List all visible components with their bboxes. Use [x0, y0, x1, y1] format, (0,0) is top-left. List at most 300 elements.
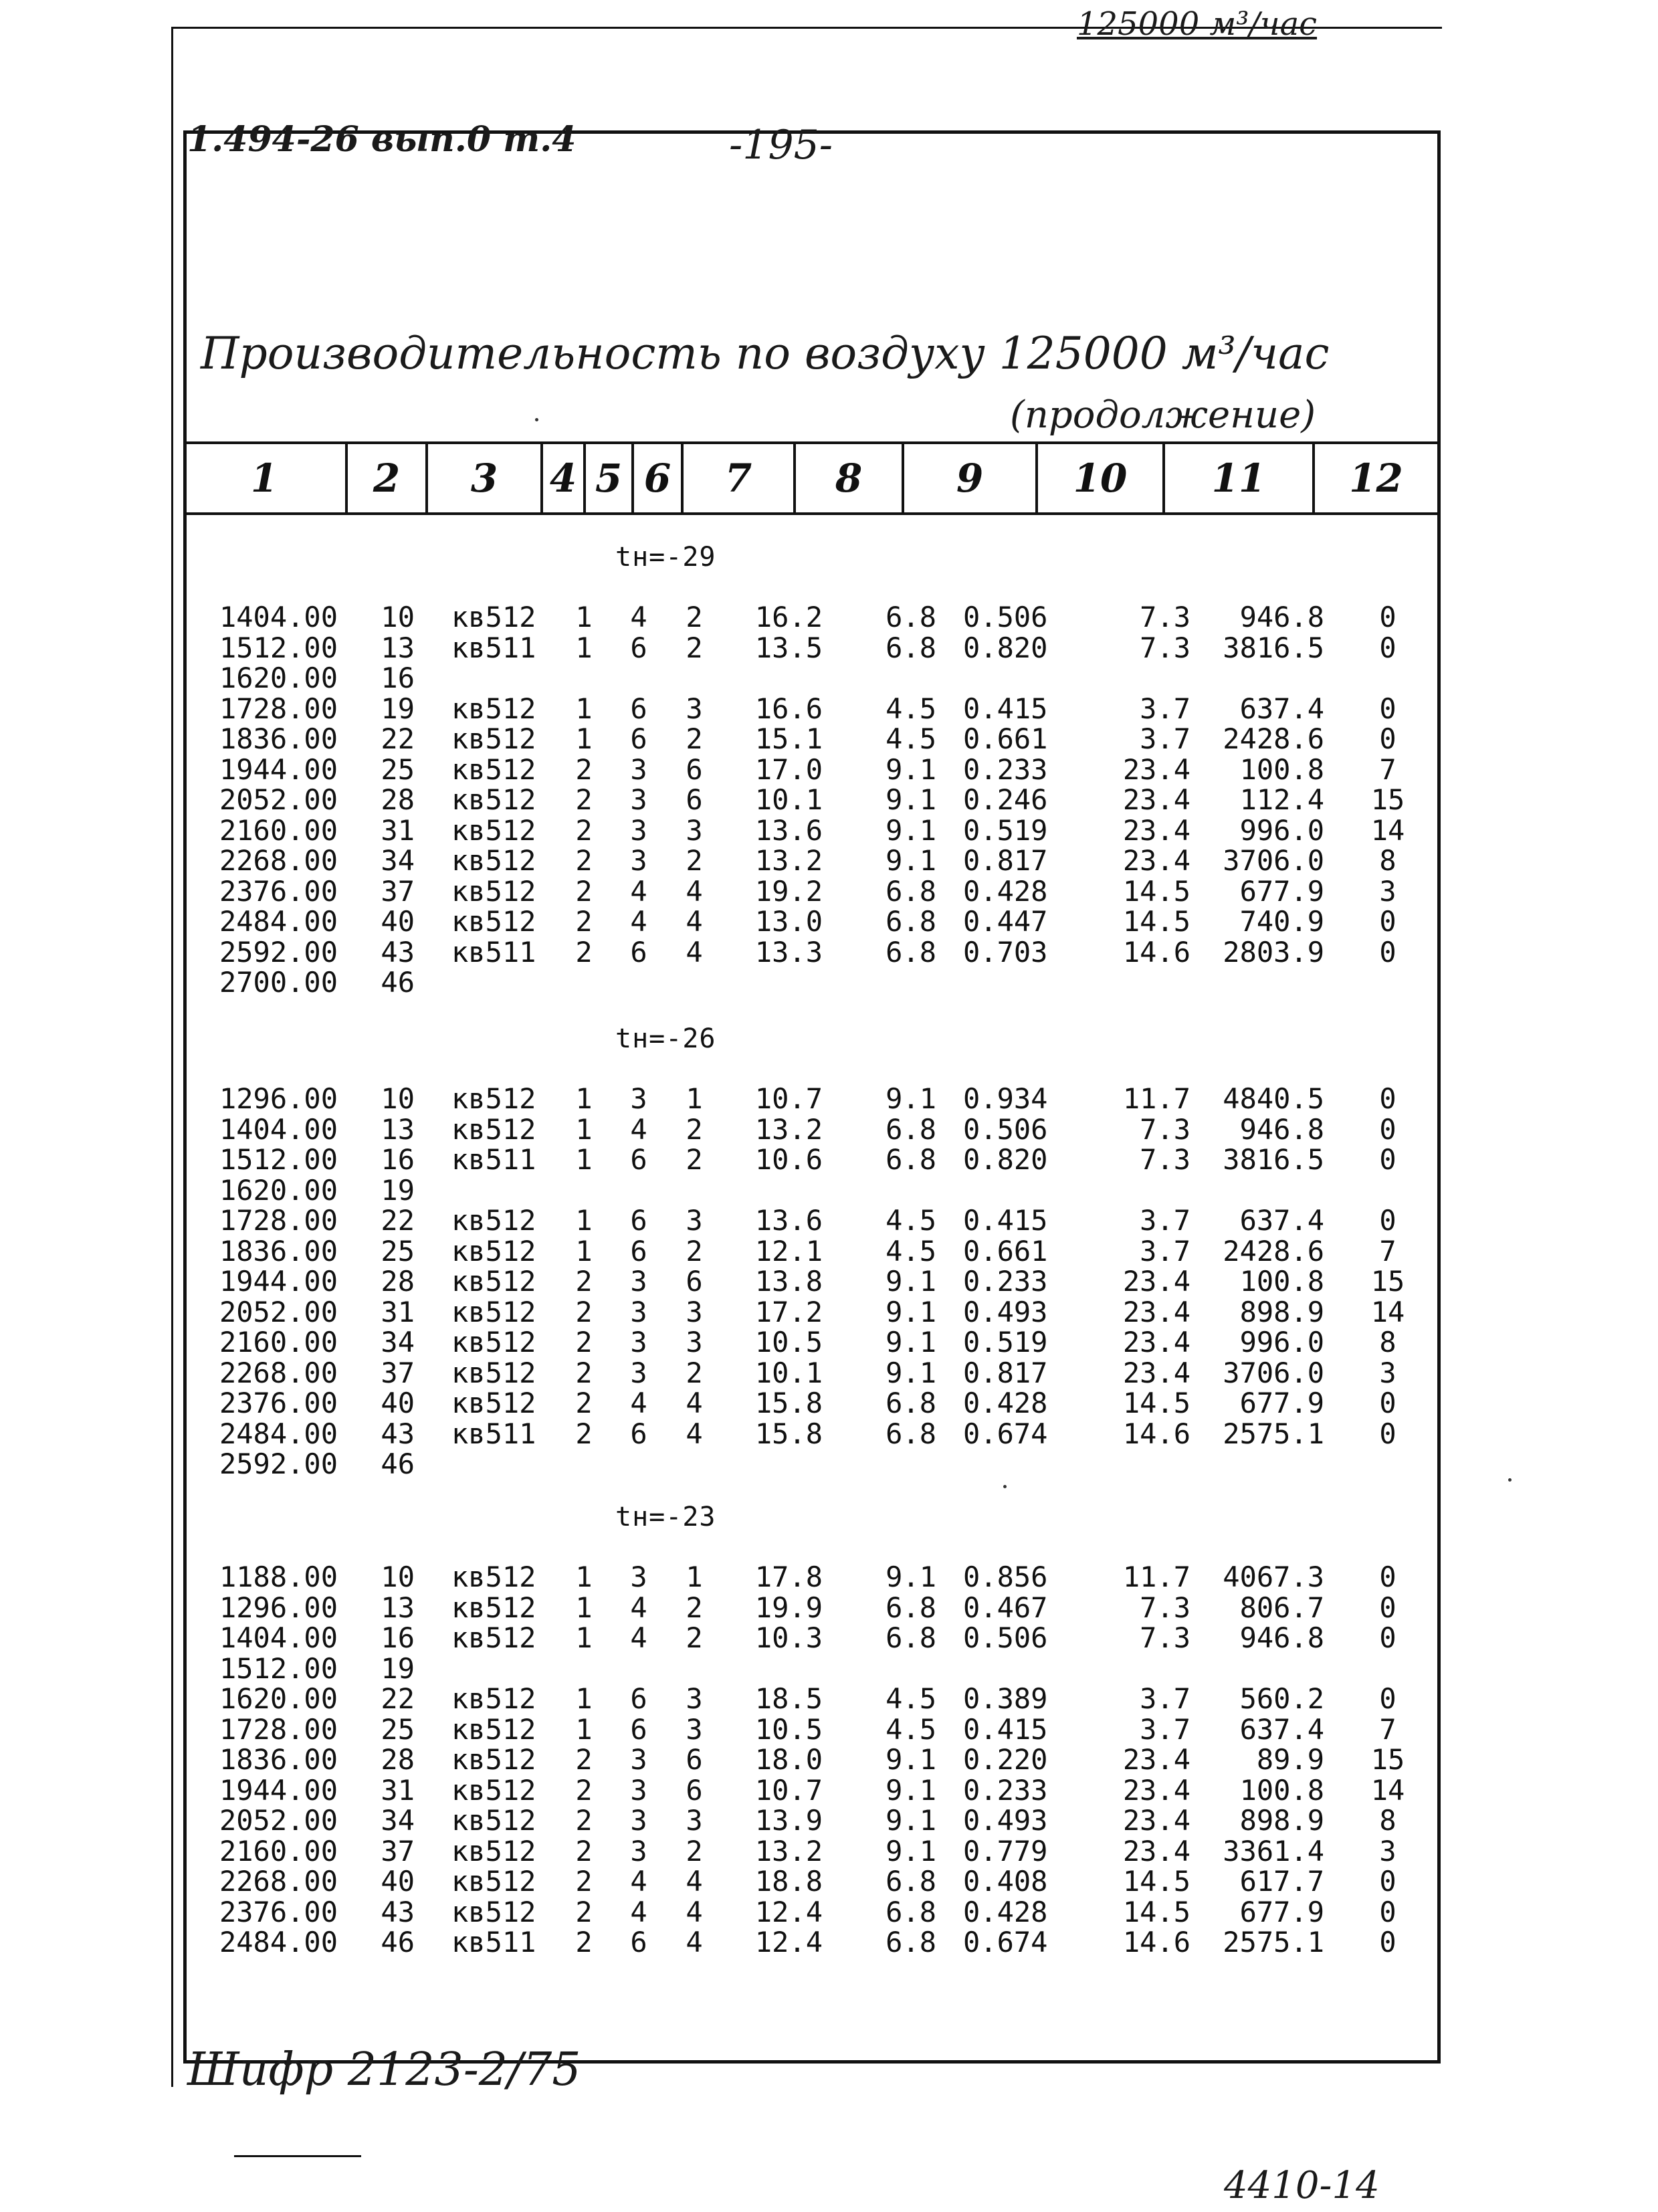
cell-col-12: 0 [1379, 601, 1396, 633]
cell-col-6: 1 [686, 1082, 703, 1115]
cell-col-11: 100.8 [1239, 752, 1324, 786]
cell-col-9: 0.447 [963, 905, 1048, 938]
cell-col-10: 14.5 [1122, 1387, 1190, 1419]
cell-col-3: кв511 [451, 1143, 536, 1176]
cell-col-7: 18.8 [754, 1865, 823, 1898]
cell-col-5: 3 [630, 752, 647, 786]
cell-col-11: 898.9 [1239, 1295, 1324, 1328]
cell-col-3: кв512 [451, 601, 536, 633]
cell-col-8: 6.8 [886, 1865, 936, 1898]
cell-col-2: 25 [381, 752, 415, 786]
cell-col-10: 7.3 [1140, 1143, 1190, 1176]
cell-col-11: 4067.3 [1223, 1561, 1324, 1593]
cell-col-4: 2 [575, 752, 593, 786]
cell-col-3: кв512 [451, 752, 536, 786]
cell-col-5: 3 [630, 1804, 647, 1837]
cell-col-12: 14 [1370, 1773, 1405, 1807]
table-row [0, 1895, 1658, 1928]
cell-col-1: 2484.00 [219, 905, 338, 938]
cell-col-9: 0.220 [963, 1743, 1048, 1776]
col-header-11: 11 [1162, 444, 1312, 512]
cell-col-1: 1836.00 [219, 722, 338, 755]
cell-col-2: 16 [381, 1143, 415, 1176]
cell-col-2: 10 [381, 1561, 415, 1593]
cell-col-2: 22 [381, 722, 415, 755]
cell-col-8: 9.1 [886, 1743, 936, 1776]
cell-col-12: 3 [1379, 874, 1396, 908]
cell-col-10: 14.5 [1122, 874, 1190, 908]
cell-col-3: кв512 [451, 1234, 536, 1268]
cell-col-2: 13 [381, 1112, 415, 1146]
cell-col-11: 617.7 [1239, 1865, 1324, 1898]
cell-col-1: 2700.00 [219, 966, 338, 999]
cell-col-1: 1728.00 [219, 692, 338, 725]
cell-col-4: 2 [575, 1265, 593, 1298]
column-header-row [183, 441, 1441, 515]
cell-col-11: 2803.9 [1223, 935, 1324, 969]
cell-col-8: 6.8 [886, 874, 936, 908]
cell-col-12: 0 [1379, 1865, 1396, 1898]
cell-col-5: 3 [630, 1743, 647, 1776]
cell-col-4: 1 [575, 722, 593, 755]
cell-col-10: 23.4 [1122, 783, 1190, 816]
cell-col-5: 6 [630, 1926, 647, 1958]
cell-col-10: 3.7 [1140, 692, 1190, 725]
cell-col-10: 23.4 [1122, 752, 1190, 786]
table-row [0, 1447, 1658, 1480]
cell-col-6: 4 [686, 1387, 703, 1419]
cell-col-7: 12.1 [754, 1234, 823, 1268]
cell-col-8: 6.8 [886, 1621, 936, 1654]
cell-col-9: 0.674 [963, 1926, 1048, 1958]
cell-col-1: 2484.00 [219, 1926, 338, 1958]
cell-col-10: 3.7 [1140, 1204, 1190, 1237]
cell-col-12: 0 [1379, 631, 1396, 664]
cell-col-11: 100.8 [1239, 1773, 1324, 1807]
cell-col-6: 6 [686, 1265, 703, 1298]
table-row [0, 1204, 1658, 1237]
col-header-5: 5 [583, 444, 631, 512]
cell-col-3: кв512 [451, 1561, 536, 1593]
cell-col-3: кв512 [451, 1204, 536, 1237]
col-header-12: 12 [1312, 444, 1437, 512]
cell-col-11: 637.4 [1239, 692, 1324, 725]
section-title: tн=-26 [615, 1023, 716, 1054]
cell-col-8: 9.1 [886, 1295, 936, 1328]
cell-col-8: 6.8 [886, 1112, 936, 1146]
cell-col-2: 28 [381, 783, 415, 816]
cell-col-6: 2 [686, 1621, 703, 1654]
cell-col-1: 2484.00 [219, 1417, 338, 1450]
cell-col-12: 0 [1379, 1926, 1396, 1958]
cell-col-11: 996.0 [1239, 813, 1324, 847]
cell-col-11: 3816.5 [1223, 1143, 1324, 1176]
cell-col-8: 4.5 [886, 1682, 936, 1715]
col-header-9: 9 [902, 444, 1035, 512]
col-header-4: 4 [540, 444, 583, 512]
cell-col-3: кв512 [451, 844, 536, 877]
table-row [0, 1563, 1658, 1591]
cell-col-7: 10.7 [754, 1773, 823, 1807]
col-header-1: 1 [250, 456, 278, 501]
col-header-7: 7 [681, 444, 793, 512]
cell-col-4: 2 [575, 1417, 593, 1450]
cell-col-2: 37 [381, 874, 415, 908]
cell-col-10: 23.4 [1122, 1326, 1190, 1359]
cell-col-2: 25 [381, 1234, 415, 1268]
cell-col-10: 14.5 [1122, 1865, 1190, 1898]
cell-col-11: 946.8 [1239, 601, 1324, 633]
cell-col-11: 740.9 [1239, 905, 1324, 938]
cell-col-12: 0 [1379, 1682, 1396, 1715]
cell-col-6: 6 [686, 783, 703, 816]
table-row [0, 1082, 1658, 1115]
table-row [0, 935, 1658, 969]
table-row [0, 844, 1658, 877]
table-row [0, 1326, 1658, 1359]
cell-col-4: 1 [575, 601, 593, 633]
cell-col-9: 0.506 [963, 601, 1048, 633]
cell-col-6: 2 [686, 1143, 703, 1176]
cell-col-3: кв512 [451, 1712, 536, 1746]
cell-col-7: 13.9 [754, 1804, 823, 1837]
cell-col-4: 1 [575, 1591, 593, 1624]
cell-col-10: 23.4 [1122, 1834, 1190, 1868]
cell-col-11: 806.7 [1239, 1591, 1324, 1624]
cell-col-4: 2 [575, 1804, 593, 1837]
table-row [0, 813, 1658, 847]
table-row [0, 1928, 1658, 1956]
cell-col-11: 898.9 [1239, 1804, 1324, 1837]
cell-col-1: 1404.00 [219, 1621, 338, 1654]
cell-col-8: 4.5 [886, 1234, 936, 1268]
cell-col-10: 23.4 [1122, 1773, 1190, 1807]
cell-col-8: 9.1 [886, 1834, 936, 1868]
cell-col-11: 3816.5 [1223, 631, 1324, 664]
cell-col-3: кв512 [451, 1621, 536, 1654]
cell-col-6: 4 [686, 935, 703, 969]
cell-col-12: 0 [1379, 1561, 1396, 1593]
cell-col-9: 0.674 [963, 1417, 1048, 1450]
cell-col-3: кв512 [451, 1082, 536, 1115]
cell-col-8: 6.8 [886, 601, 936, 633]
table-row [0, 1417, 1658, 1450]
cell-col-12: 0 [1379, 692, 1396, 725]
cell-col-1: 1512.00 [219, 1143, 338, 1176]
cell-col-11: 677.9 [1239, 1387, 1324, 1419]
cell-col-12: 15 [1370, 783, 1405, 816]
cell-col-7: 13.6 [754, 813, 823, 847]
cell-col-5: 3 [630, 1082, 647, 1115]
cell-col-5: 4 [630, 1895, 647, 1928]
cell-col-4: 1 [575, 692, 593, 725]
cell-col-1: 2268.00 [219, 844, 338, 877]
section-title: tн=-29 [615, 542, 716, 573]
cell-col-3: кв512 [451, 1865, 536, 1898]
cell-col-6: 2 [686, 601, 703, 633]
cell-col-6: 3 [686, 1204, 703, 1237]
cell-col-4: 2 [575, 1387, 593, 1419]
cell-col-6: 3 [686, 1804, 703, 1837]
table-row [0, 1265, 1658, 1298]
cell-col-6: 6 [686, 752, 703, 786]
cell-col-10: 7.3 [1140, 631, 1190, 664]
cell-col-9: 0.703 [963, 935, 1048, 969]
cell-col-2: 16 [381, 662, 415, 694]
cell-col-6: 4 [686, 1865, 703, 1898]
cell-col-1: 2160.00 [219, 1326, 338, 1359]
cell-col-1: 2160.00 [219, 813, 338, 847]
cell-col-9: 0.506 [963, 1112, 1048, 1146]
cell-col-3: кв512 [451, 692, 536, 725]
cell-col-8: 9.1 [886, 844, 936, 877]
cell-col-9: 0.467 [963, 1591, 1048, 1624]
cell-col-7: 19.2 [754, 874, 823, 908]
cell-col-3: кв511 [451, 1417, 536, 1450]
cell-col-8: 6.8 [886, 1143, 936, 1176]
cell-col-3: кв512 [451, 783, 536, 816]
cell-col-1: 1620.00 [219, 1682, 338, 1715]
cell-col-2: 28 [381, 1743, 415, 1776]
cell-col-12: 0 [1379, 1082, 1396, 1115]
cell-col-7: 16.2 [754, 601, 823, 633]
cell-col-1: 2376.00 [219, 1895, 338, 1928]
cell-col-11: 3706.0 [1223, 844, 1324, 877]
cell-col-10: 11.7 [1122, 1082, 1190, 1115]
cell-col-11: 637.4 [1239, 1204, 1324, 1237]
cell-col-12: 14 [1370, 813, 1405, 847]
cell-col-3: кв511 [451, 935, 536, 969]
cell-col-8: 6.8 [886, 631, 936, 664]
cell-col-1: 2592.00 [219, 935, 338, 969]
cell-col-3: кв512 [451, 722, 536, 755]
cell-col-8: 9.1 [886, 1326, 936, 1359]
cell-col-10: 23.4 [1122, 1356, 1190, 1389]
cell-col-10: 7.3 [1140, 1591, 1190, 1624]
cell-col-1: 1404.00 [219, 1112, 338, 1146]
cell-col-1: 1620.00 [219, 662, 338, 694]
table-row [0, 1356, 1658, 1389]
table-row [0, 1143, 1658, 1176]
cell-col-4: 2 [575, 813, 593, 847]
cell-col-7: 10.1 [754, 1356, 823, 1389]
cell-col-5: 3 [630, 1834, 647, 1868]
table-row [0, 1682, 1658, 1715]
cell-col-10: 14.5 [1122, 1895, 1190, 1928]
cell-col-2: 34 [381, 844, 415, 877]
cell-col-1: 2052.00 [219, 783, 338, 816]
cell-col-2: 19 [381, 692, 415, 725]
cell-col-2: 43 [381, 935, 415, 969]
cell-col-9: 0.934 [963, 1082, 1048, 1115]
cell-col-2: 46 [381, 1447, 415, 1480]
cell-col-11: 560.2 [1239, 1682, 1324, 1715]
cell-col-10: 23.4 [1122, 1804, 1190, 1837]
footer-code: Шифр 2123-2/75 [187, 2043, 581, 2096]
top-note: 125000 м³/час [1077, 5, 1318, 43]
cell-col-3: кв512 [451, 1112, 536, 1146]
cell-col-3: кв512 [451, 1591, 536, 1624]
cell-col-7: 15.8 [754, 1417, 823, 1450]
cell-col-3: кв512 [451, 1804, 536, 1837]
cell-col-6: 2 [686, 1356, 703, 1389]
cell-col-1: 1296.00 [219, 1082, 338, 1115]
cell-col-8: 6.8 [886, 1591, 936, 1624]
cell-col-10: 7.3 [1140, 1112, 1190, 1146]
cell-col-12: 15 [1370, 1743, 1405, 1776]
cell-col-9: 0.817 [963, 844, 1048, 877]
cell-col-7: 12.4 [754, 1895, 823, 1928]
cell-col-4: 1 [575, 1143, 593, 1176]
cell-col-7: 12.4 [754, 1926, 823, 1958]
cell-col-9: 0.817 [963, 1356, 1048, 1389]
cell-col-5: 4 [630, 1112, 647, 1146]
cell-col-1: 1944.00 [219, 1265, 338, 1298]
table-row [0, 722, 1658, 755]
cell-col-4: 1 [575, 1712, 593, 1746]
cell-col-3: кв511 [451, 631, 536, 664]
cell-col-2: 46 [381, 1926, 415, 1958]
cell-col-6: 2 [686, 1834, 703, 1868]
cell-col-9: 0.519 [963, 813, 1048, 847]
cell-col-5: 6 [630, 1143, 647, 1176]
cell-col-4: 2 [575, 1834, 593, 1868]
cell-col-6: 2 [686, 722, 703, 755]
cell-col-11: 3361.4 [1223, 1834, 1324, 1868]
table-row [0, 1804, 1658, 1837]
cell-col-4: 1 [575, 1204, 593, 1237]
table-row [0, 1743, 1658, 1776]
cell-col-4: 2 [575, 1326, 593, 1359]
cell-col-6: 2 [686, 1234, 703, 1268]
cell-col-8: 9.1 [886, 1082, 936, 1115]
cell-col-2: 34 [381, 1804, 415, 1837]
cell-col-5: 3 [630, 844, 647, 877]
cell-col-5: 6 [630, 1682, 647, 1715]
cell-col-4: 2 [575, 1295, 593, 1328]
cell-col-12: 7 [1379, 1712, 1396, 1746]
cell-col-2: 43 [381, 1895, 415, 1928]
cell-col-2: 34 [381, 1326, 415, 1359]
scan-speck [535, 418, 538, 421]
cell-col-12: 0 [1379, 1143, 1396, 1176]
cell-col-8: 9.1 [886, 1356, 936, 1389]
cell-col-2: 37 [381, 1834, 415, 1868]
cell-col-12: 0 [1379, 1417, 1396, 1450]
cell-col-9: 0.415 [963, 1204, 1048, 1237]
table-row [0, 1389, 1658, 1417]
cell-col-4: 2 [575, 1743, 593, 1776]
cell-col-12: 0 [1379, 722, 1396, 755]
cell-col-11: 996.0 [1239, 1326, 1324, 1359]
cell-col-4: 2 [575, 874, 593, 908]
cell-col-9: 0.233 [963, 1265, 1048, 1298]
table-row [0, 1234, 1658, 1268]
cell-col-11: 946.8 [1239, 1112, 1324, 1146]
cell-col-3: кв512 [451, 813, 536, 847]
page-subtitle: (продолжение) [1010, 393, 1316, 437]
cell-col-4: 1 [575, 1234, 593, 1268]
cell-col-4: 1 [575, 1621, 593, 1654]
cell-col-7: 13.0 [754, 905, 823, 938]
cell-col-8: 4.5 [886, 692, 936, 725]
cell-col-12: 7 [1379, 752, 1396, 786]
cell-col-5: 4 [630, 905, 647, 938]
cell-col-12: 0 [1379, 1591, 1396, 1624]
cell-col-1: 2592.00 [219, 1447, 338, 1480]
cell-col-6: 4 [686, 1895, 703, 1928]
cell-col-10: 14.6 [1122, 1417, 1190, 1450]
cell-col-2: 43 [381, 1417, 415, 1450]
cell-col-12: 3 [1379, 1356, 1396, 1389]
cell-col-7: 10.1 [754, 783, 823, 816]
col-header-3: 3 [425, 444, 540, 512]
cell-col-7: 13.2 [754, 844, 823, 877]
cell-col-7: 13.3 [754, 935, 823, 969]
cell-col-5: 3 [630, 783, 647, 816]
cell-col-5: 3 [630, 1265, 647, 1298]
cell-col-7: 16.6 [754, 692, 823, 725]
cell-col-8: 6.8 [886, 1387, 936, 1419]
table-row [0, 783, 1658, 816]
cell-col-11: 677.9 [1239, 874, 1324, 908]
cell-col-7: 18.5 [754, 1682, 823, 1715]
cell-col-11: 677.9 [1239, 1895, 1324, 1928]
cell-col-8: 9.1 [886, 783, 936, 816]
cell-col-4: 1 [575, 631, 593, 664]
cell-col-10: 3.7 [1140, 1712, 1190, 1746]
cell-col-12: 15 [1370, 1265, 1405, 1298]
col-header-6: 6 [631, 444, 681, 512]
cell-col-2: 13 [381, 631, 415, 664]
cell-col-7: 13.2 [754, 1834, 823, 1868]
cell-col-9: 0.408 [963, 1865, 1048, 1898]
cell-col-10: 3.7 [1140, 1234, 1190, 1268]
cell-col-5: 4 [630, 874, 647, 908]
cell-col-9: 0.428 [963, 1895, 1048, 1928]
cell-col-10: 3.7 [1140, 722, 1190, 755]
cell-col-1: 2376.00 [219, 1387, 338, 1419]
cell-col-11: 637.4 [1239, 1712, 1324, 1746]
cell-col-8: 6.8 [886, 1926, 936, 1958]
cell-col-5: 3 [630, 1561, 647, 1593]
cell-col-7: 10.3 [754, 1621, 823, 1654]
cell-col-1: 2160.00 [219, 1834, 338, 1868]
cell-col-9: 0.493 [963, 1295, 1048, 1328]
cell-col-8: 4.5 [886, 1204, 936, 1237]
cell-col-3: кв512 [451, 1682, 536, 1715]
table-row [0, 631, 1658, 664]
cell-col-11: 946.8 [1239, 1621, 1324, 1654]
cell-col-10: 7.3 [1140, 601, 1190, 633]
cell-col-8: 6.8 [886, 905, 936, 938]
cell-col-9: 0.820 [963, 631, 1048, 664]
cell-col-8: 4.5 [886, 1712, 936, 1746]
cell-col-6: 2 [686, 631, 703, 664]
cell-col-2: 40 [381, 1387, 415, 1419]
cell-col-9: 0.506 [963, 1621, 1048, 1654]
cell-col-10: 14.5 [1122, 905, 1190, 938]
cell-col-8: 6.8 [886, 935, 936, 969]
cell-col-6: 6 [686, 1773, 703, 1807]
cell-col-3: кв511 [451, 1926, 536, 1958]
cell-col-4: 1 [575, 1112, 593, 1146]
table-row [0, 874, 1658, 908]
cell-col-6: 2 [686, 844, 703, 877]
cell-col-1: 1512.00 [219, 631, 338, 664]
cell-col-6: 1 [686, 1561, 703, 1593]
cell-col-9: 0.856 [963, 1561, 1048, 1593]
